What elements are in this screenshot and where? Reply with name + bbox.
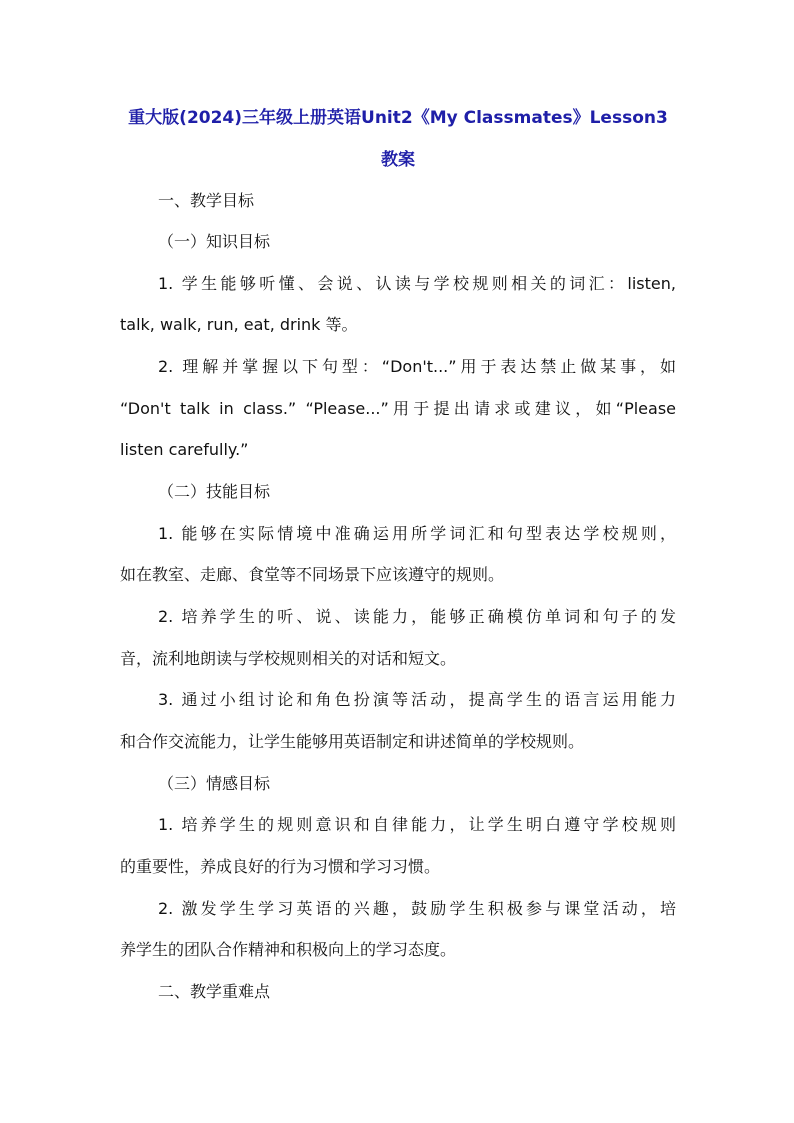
affective-item-2-line-1: 2. 激发学生学习英语的兴趣，鼓励学生积极参与课堂活动，培 [158,899,676,918]
knowledge-item-2-line-3: listen carefully.” [120,440,249,459]
affective-item-2-line-2: 养学生的团队合作精神和积极向上的学习态度。 [120,940,457,959]
document-title-line-1: 重大版(2024)三年级上册英语Unit2《My Classmates》Lesson3 [128,108,668,128]
skill-item-1-line-2: 如在教室、走廊、食堂等不同场景下应该遵守的规则。 [120,565,505,584]
subsection-heading-skills: （二）技能目标 [158,482,271,501]
subsection-heading-affective: （三）情感目标 [158,774,271,793]
skill-item-3-line-2: 和合作交流能力，让学生能够用英语制定和讲述简单的学校规则。 [120,732,585,751]
skill-item-2-line-1: 2. 培养学生的听、说、读能力，能够正确模仿单词和句子的发 [158,607,676,626]
skill-item-3-line-1: 3. 通过小组讨论和角色扮演等活动，提高学生的语言运用能力 [158,690,676,709]
subsection-heading-knowledge: （一）知识目标 [158,232,271,251]
skill-item-1-line-1: 1. 能够在实际情境中准确运用所学词汇和句型表达学校规则， [158,524,676,543]
affective-item-1-line-2: 的重要性，养成良好的行为习惯和学习习惯。 [120,857,441,876]
skill-item-2-line-2: 音，流利地朗读与学校规则相关的对话和短文。 [120,649,457,668]
knowledge-item-2-line-2: “Don't talk in class.” “Please...”用于提出请求或建议，如“Please [120,399,676,418]
knowledge-item-1-line-1: 1. 学生能够听懂、会说、认读与学校规则相关的词汇：listen, [158,274,676,293]
knowledge-item-2-line-1: 2. 理解并掌握以下句型：“Don't...”用于表达禁止做某事，如 [158,357,676,376]
document-title-line-2: 教案 [381,150,415,170]
knowledge-item-1-line-2: talk, walk, run, eat, drink 等。 [120,315,358,334]
section-heading-key-difficulties: 二、教学重难点 [158,982,271,1001]
affective-item-1-line-1: 1. 培养学生的规则意识和自律能力，让学生明白遵守学校规则 [158,815,676,834]
section-heading-teaching-objectives: 一、教学目标 [158,191,255,210]
